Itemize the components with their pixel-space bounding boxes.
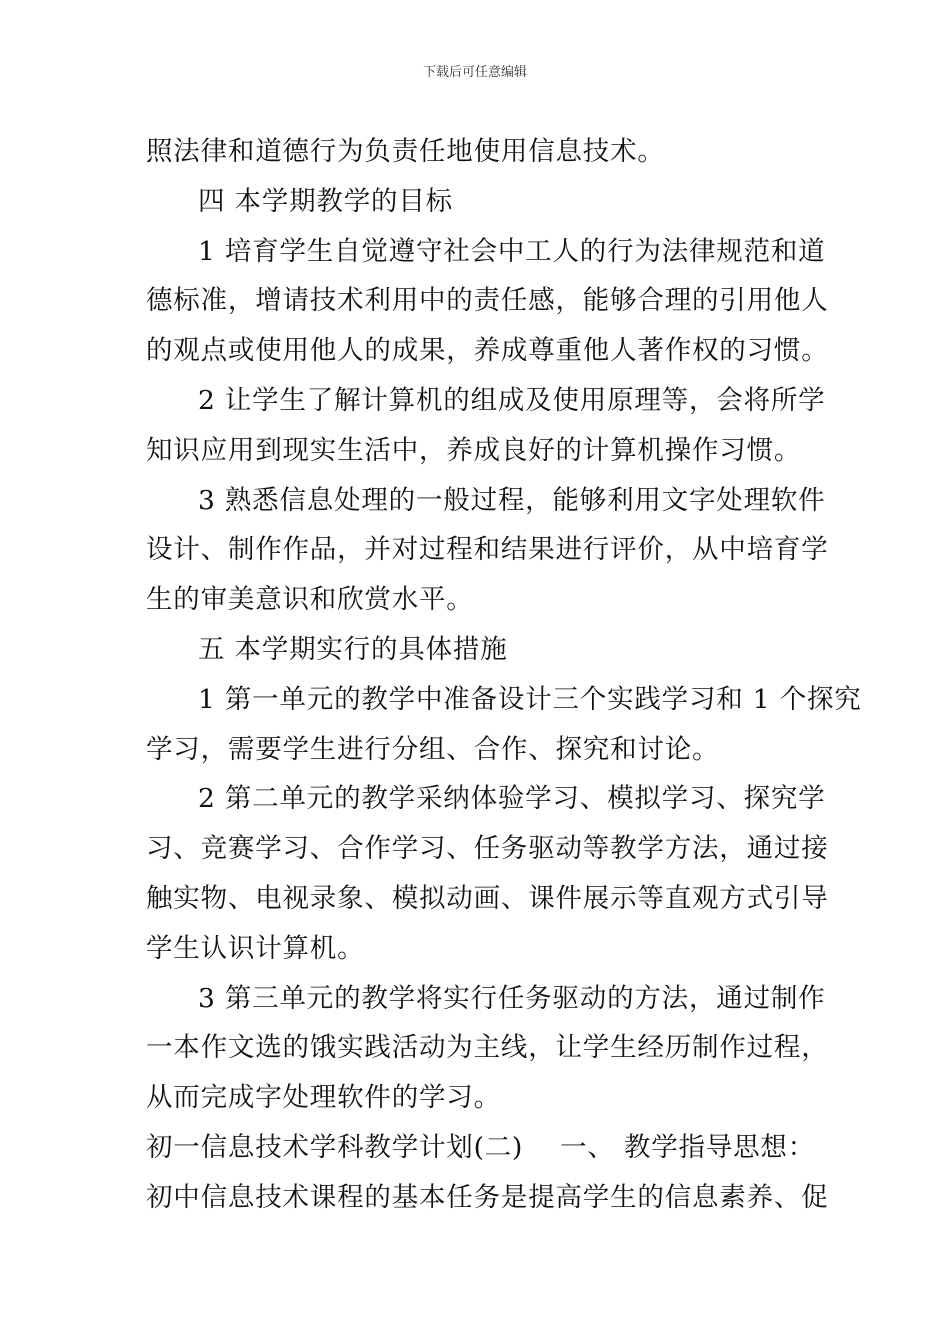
text-line: 1 培育学生自觉遵守社会中工人的行为法律规范和道 — [198, 235, 826, 267]
text-line: 学生认识计算机。 — [146, 932, 365, 964]
text-line: 生的审美意识和欣赏水平。 — [146, 584, 474, 616]
text-line: 初中信息技术课程的基本任务是提高学生的信息素养、促 — [146, 1181, 829, 1213]
text-line: 2 第二单元的教学采纳体验学习、模拟学习、探究学 — [198, 783, 826, 815]
text-line: 从而完成字处理软件的学习。 — [146, 1082, 501, 1114]
document-title-line: 初一信息技术学科教学计划(二) 一、 教学指导思想： — [146, 1131, 815, 1163]
text-line: 3 熟悉信息处理的一般过程，能够利用文字处理软件 — [198, 484, 826, 516]
text-line: 3 第三单元的教学将实行任务驱动的方法，通过制作 — [198, 982, 826, 1014]
page-header-note: 下载后可任意编辑 — [422, 65, 527, 80]
text-line: 的观点或使用他人的成果，养成尊重他人著作权的习惯。 — [146, 335, 829, 367]
section-heading: 四 本学期教学的目标 — [198, 185, 453, 217]
text-line: 照法律和道德行为负责任地使用信息技术。 — [146, 136, 665, 167]
text-line: 设计、制作作品，并对过程和结果进行评价，从中培育学 — [146, 534, 829, 566]
text-line: 一本作文选的饿实践活动为主线，让学生经历制作过程， — [146, 1032, 829, 1064]
document-body — [146, 127, 862, 1223]
text-line: 德标准，增请技术利用中的责任感，能够合理的引用他人 — [146, 285, 829, 317]
text-line: 学习，需要学生进行分组、合作、探究和讨论。 — [146, 733, 720, 765]
section-heading: 五 本学期实行的具体措施 — [198, 633, 508, 665]
text-line: 知识应用到现实生活中，养成良好的计算机操作习惯。 — [146, 434, 802, 466]
text-line: 2 让学生了解计算机的组成及使用原理等，会将所学 — [198, 384, 826, 416]
text-line: 触实物、电视录象、模拟动画、课件展示等直观方式引导 — [146, 882, 829, 914]
text-line: 1 第一单元的教学中准备设计三个实践学习和 1 个探究 — [198, 683, 862, 715]
text-line: 习、竞赛学习、合作学习、任务驱动等教学方法，通过接 — [146, 833, 829, 865]
